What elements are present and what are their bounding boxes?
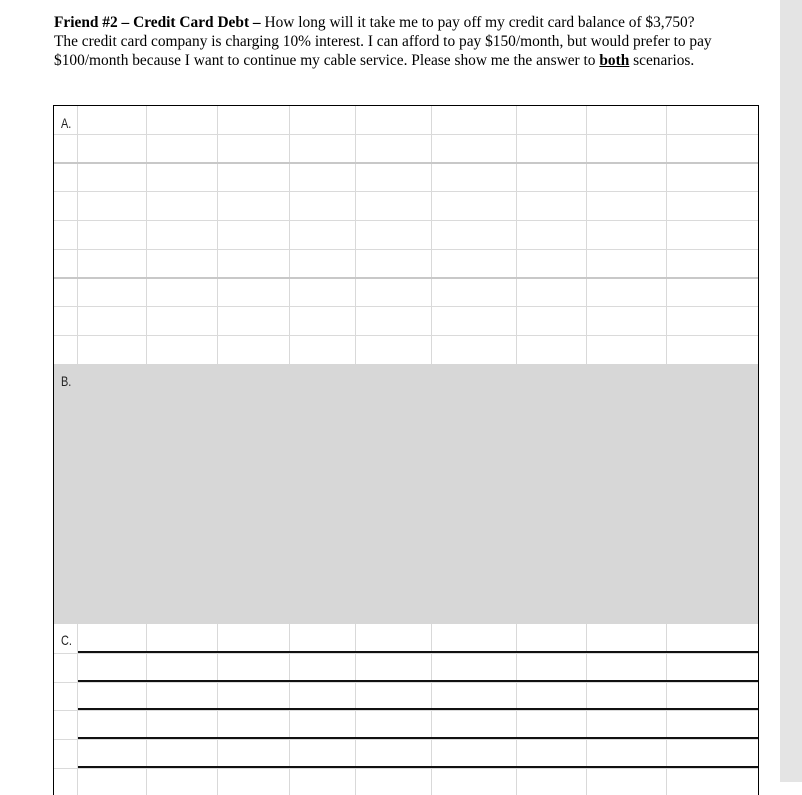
grid-row-divider — [54, 162, 758, 164]
answer-line — [78, 651, 758, 653]
section-a-label: A. — [61, 115, 72, 131]
section-b-label: B. — [61, 373, 72, 389]
answer-line — [78, 766, 758, 768]
grid-row-divider — [54, 277, 758, 279]
answer-line — [78, 737, 758, 739]
grid-row-divider — [54, 682, 758, 683]
grid-row-divider — [54, 653, 758, 654]
grid-row-divider — [54, 306, 758, 307]
vertical-scrollbar[interactable] — [780, 0, 802, 782]
answer-line — [78, 680, 758, 682]
problem-emphasis: both — [599, 52, 630, 69]
grid-row-divider — [54, 249, 758, 250]
problem-text: How long will it take me to pay off my credit card balance of $3,750? The credit card company is charging 10% interest. I can afford to pay $150/month, but would prefer to pay $100/month because I want to continue my cable service. Please show me the answer to — [54, 14, 712, 69]
grid-row-divider — [54, 739, 758, 740]
problem-text-end: scenarios. — [629, 52, 695, 69]
problem-title: Friend #2 – Credit Card Debt – — [54, 14, 261, 31]
grid-row-divider — [54, 220, 758, 221]
answer-line — [78, 708, 758, 710]
grid-row-divider — [54, 768, 758, 769]
grid-row-divider — [54, 710, 758, 711]
grid-row-divider — [54, 335, 758, 336]
section-c-label: C. — [61, 632, 72, 648]
grid-row-divider — [54, 134, 758, 135]
answer-grid[interactable] — [53, 105, 759, 795]
section-b-area[interactable] — [54, 364, 758, 624]
grid-row-divider — [54, 191, 758, 192]
problem-statement — [54, 13, 714, 70]
